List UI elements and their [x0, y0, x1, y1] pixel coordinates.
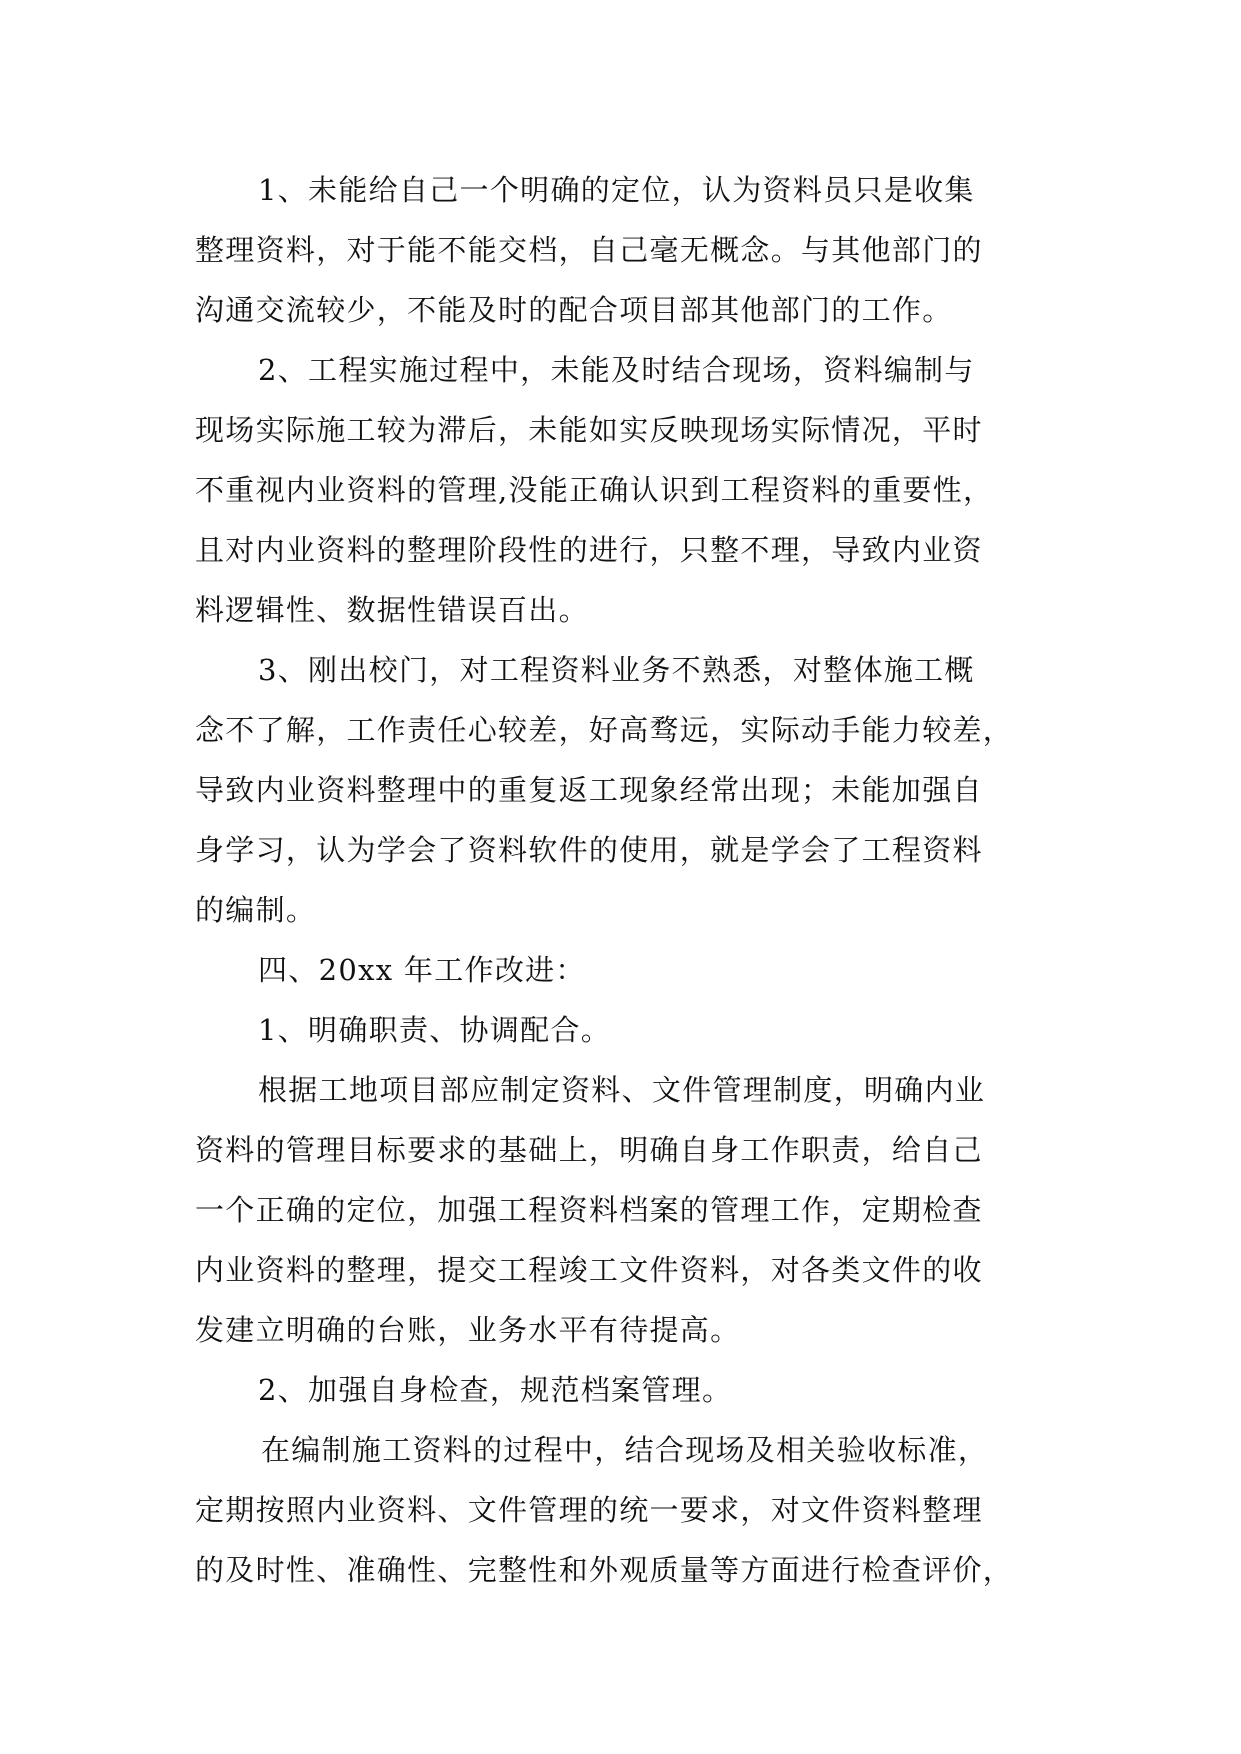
document-body	[195, 160, 1060, 1600]
paragraph-3-line-5: 的编制。	[195, 893, 317, 927]
paragraph-4-line-5: 发建立明确的台账，业务水平有待提高。	[195, 1313, 741, 1347]
paragraph-4-line-4: 内业资料的整理，提交工程竣工文件资料，对各类文件的收	[195, 1253, 983, 1287]
paragraph-2-line-1: 2、工程实施过程中，未能及时结合现场，资料编制与	[258, 353, 975, 387]
paragraph-2-line-3: 不重视内业资料的管理,没能正确认识到工程资料的重要性，	[195, 473, 994, 507]
section-heading: 四、20xx 年工作改进：	[258, 953, 586, 987]
paragraph-4-line-1: 根据工地项目部应制定资料、文件管理制度，明确内业	[258, 1073, 986, 1107]
paragraph-5-line-2: 定期按照内业资料、文件管理的统一要求，对文件资料整理	[195, 1493, 983, 1527]
paragraph-3-line-1: 3、刚出校门，对工程资料业务不熟悉，对整体施工概	[258, 653, 975, 687]
subheading-1: 1、明确职责、协调配合。	[258, 1013, 612, 1047]
paragraph-2-line-4: 且对内业资料的整理阶段性的进行，只整不理，导致内业资	[195, 533, 983, 567]
paragraph-3-line-2: 念不了解，工作责任心较差，好高骛远，实际动手能力较差，	[195, 713, 1014, 747]
paragraph-2-line-5: 料逻辑性、数据性错误百出。	[195, 593, 589, 627]
paragraph-4-line-3: 一个正确的定位，加强工程资料档案的管理工作，定期检查	[195, 1193, 983, 1227]
paragraph-3-line-3: 导致内业资料整理中的重复返工现象经常出现；未能加强自	[195, 773, 983, 807]
paragraph-1-line-1: 1、未能给自己一个明确的定位，认为资料员只是收集	[258, 173, 975, 207]
paragraph-4-line-2: 资料的管理目标要求的基础上，明确自身工作职责，给自己	[195, 1133, 983, 1167]
paragraph-1-line-2: 整理资料，对于能不能交档，自己毫无概念。与其他部门的	[195, 233, 983, 267]
paragraph-5-line-1: 在编制施工资料的过程中，结合现场及相关验收标准，	[261, 1433, 989, 1467]
paragraph-3-line-4: 身学习，认为学会了资料软件的使用，就是学会了工程资料	[195, 833, 983, 867]
subheading-2: 2、加强自身检查，规范档案管理。	[258, 1373, 733, 1407]
paragraph-2-line-2: 现场实际施工较为滞后，未能如实反映现场实际情况，平时	[195, 413, 983, 447]
paragraph-5-line-3: 的及时性、准确性、完整性和外观质量等方面进行检查评价，	[195, 1553, 1014, 1587]
paragraph-1-line-3: 沟通交流较少，不能及时的配合项目部其他部门的工作。	[195, 293, 953, 327]
